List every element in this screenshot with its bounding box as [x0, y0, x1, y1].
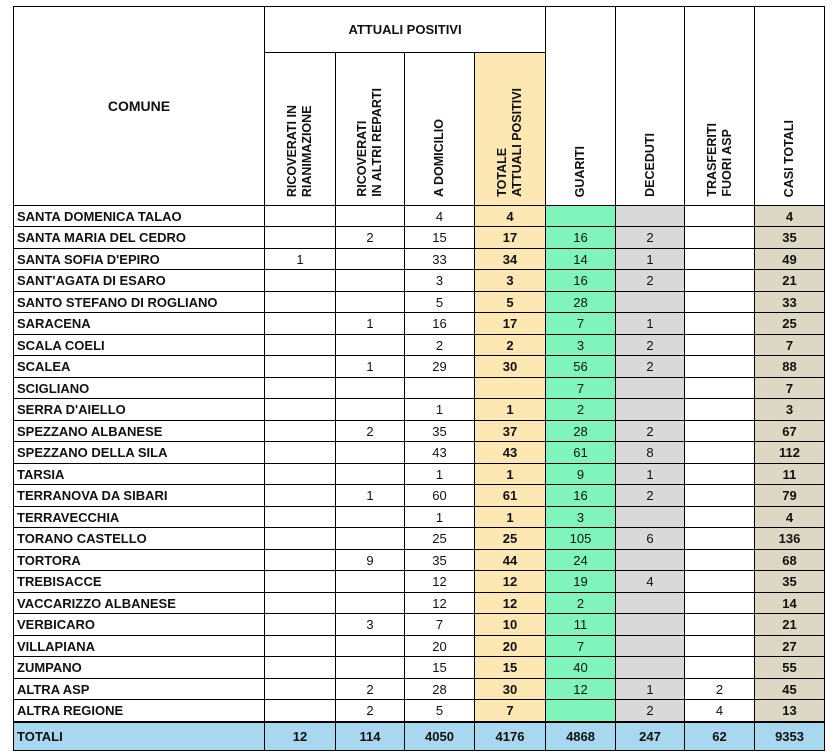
cell-dom: 5 — [405, 700, 475, 723]
cell-altri: 1 — [336, 356, 405, 378]
cell-casi: 7 — [755, 378, 825, 399]
cell-casi: 27 — [755, 636, 825, 657]
cell-tot: 7 — [475, 700, 546, 723]
cell-dom: 4 — [405, 206, 475, 227]
comune-cell: SPEZZANO ALBANESE — [14, 421, 265, 442]
cell-dom: 12 — [405, 593, 475, 614]
column-header-label: DECEDUTI — [642, 133, 657, 197]
totals-row — [14, 722, 825, 751]
cell-tot: 2 — [475, 335, 546, 356]
cell-casi: 79 — [755, 485, 825, 507]
cell-dec — [616, 593, 685, 614]
column-header-casi-totali — [755, 7, 825, 206]
cell-tot: 3 — [475, 270, 546, 292]
cell-tot: 1 — [475, 399, 546, 421]
cell-rian — [265, 464, 336, 485]
cell-tot: 34 — [475, 249, 546, 270]
cell-rian — [265, 614, 336, 636]
comune-cell: ZUMPANO — [14, 657, 265, 679]
cell-trasf — [685, 657, 755, 679]
cell-casi: 14 — [755, 593, 825, 614]
cell-casi: 21 — [755, 270, 825, 292]
cell-trasf — [685, 313, 755, 335]
cell-altri — [336, 464, 405, 485]
cell-tot: 37 — [475, 421, 546, 442]
table-row — [14, 700, 825, 723]
cell-dom: 1 — [405, 507, 475, 528]
cell-altri — [336, 249, 405, 270]
total-trasf: 62 — [685, 722, 755, 751]
cell-rian — [265, 485, 336, 507]
cell-dec — [616, 657, 685, 679]
table-row — [14, 571, 825, 593]
cell-guar: 56 — [546, 356, 616, 378]
column-header-label: CASI TOTALI — [782, 119, 797, 197]
comune-cell: VERBICARO — [14, 614, 265, 636]
cell-rian — [265, 442, 336, 464]
cell-guar: 3 — [546, 507, 616, 528]
table-row — [14, 528, 825, 550]
cell-casi: 11 — [755, 464, 825, 485]
cell-rian — [265, 550, 336, 571]
comune-cell: VILLAPIANA — [14, 636, 265, 657]
header-row-main — [14, 7, 825, 53]
cell-altri — [336, 270, 405, 292]
cell-guar: 14 — [546, 249, 616, 270]
cell-dom: 35 — [405, 550, 475, 571]
cell-rian — [265, 335, 336, 356]
cell-dom: 20 — [405, 636, 475, 657]
cell-rian — [265, 270, 336, 292]
cell-altri: 2 — [336, 679, 405, 700]
comune-cell: TREBISACCE — [14, 571, 265, 593]
table-row — [14, 292, 825, 313]
cell-altri: 9 — [336, 550, 405, 571]
cell-trasf — [685, 636, 755, 657]
cell-trasf — [685, 206, 755, 227]
comune-cell: SARACENA — [14, 313, 265, 335]
cell-trasf — [685, 442, 755, 464]
covid-cases-table — [13, 6, 825, 751]
cell-casi: 33 — [755, 292, 825, 313]
cell-rian — [265, 636, 336, 657]
cell-tot: 12 — [475, 571, 546, 593]
comune-cell: TERRAVECCHIA — [14, 507, 265, 528]
comune-header: COMUNE — [14, 7, 265, 206]
cell-guar: 12 — [546, 679, 616, 700]
cell-trasf — [685, 614, 755, 636]
table-row — [14, 421, 825, 442]
comune-cell: ALTRA ASP — [14, 679, 265, 700]
cell-dec: 2 — [616, 485, 685, 507]
cell-trasf — [685, 335, 755, 356]
cell-dom — [405, 378, 475, 399]
cell-dec — [616, 399, 685, 421]
cell-dec: 8 — [616, 442, 685, 464]
column-header-label: A DOMICILIO — [432, 118, 446, 197]
cell-casi: 136 — [755, 528, 825, 550]
cell-guar: 16 — [546, 270, 616, 292]
total-casi: 9353 — [755, 722, 825, 751]
column-header-altri-reparti — [336, 53, 405, 206]
cell-trasf — [685, 528, 755, 550]
cell-tot: 17 — [475, 313, 546, 335]
cell-dec: 1 — [616, 313, 685, 335]
cell-rian — [265, 421, 336, 442]
comune-cell: SANTA SOFIA D'EPIRO — [14, 249, 265, 270]
table-row — [14, 313, 825, 335]
cell-tot: 30 — [475, 679, 546, 700]
cell-altri — [336, 593, 405, 614]
comune-cell: SERRA D'AIELLO — [14, 399, 265, 421]
table-row — [14, 507, 825, 528]
cell-altri: 2 — [336, 700, 405, 723]
cell-trasf — [685, 507, 755, 528]
cell-dec — [616, 206, 685, 227]
cell-rian — [265, 356, 336, 378]
cell-guar: 11 — [546, 614, 616, 636]
cell-rian — [265, 378, 336, 399]
cell-trasf — [685, 249, 755, 270]
cell-trasf — [685, 270, 755, 292]
comune-cell: SANTA MARIA DEL CEDRO — [14, 227, 265, 249]
cell-dec: 2 — [616, 227, 685, 249]
cell-guar: 7 — [546, 378, 616, 399]
table-row — [14, 657, 825, 679]
table-row — [14, 442, 825, 464]
cell-dec: 2 — [616, 335, 685, 356]
column-header-label: GUARITI — [573, 145, 588, 197]
cell-altri: 2 — [336, 421, 405, 442]
table-row — [14, 614, 825, 636]
comune-cell: TORANO CASTELLO — [14, 528, 265, 550]
cell-guar: 19 — [546, 571, 616, 593]
comune-cell: TARSIA — [14, 464, 265, 485]
cell-dom: 1 — [405, 464, 475, 485]
cell-dom: 43 — [405, 442, 475, 464]
comune-cell: SANTA DOMENICA TALAO — [14, 206, 265, 227]
cell-dom: 35 — [405, 421, 475, 442]
cell-dec: 2 — [616, 356, 685, 378]
cell-tot: 1 — [475, 507, 546, 528]
cell-guar: 7 — [546, 313, 616, 335]
cell-dom: 28 — [405, 679, 475, 700]
table-row — [14, 550, 825, 571]
cell-tot — [475, 378, 546, 399]
cell-dom: 7 — [405, 614, 475, 636]
cell-altri — [336, 657, 405, 679]
cell-dec: 1 — [616, 464, 685, 485]
cell-trasf — [685, 550, 755, 571]
totals-label: TOTALI — [14, 722, 265, 751]
total-rian: 12 — [265, 722, 336, 751]
cell-dom: 15 — [405, 657, 475, 679]
cell-trasf — [685, 356, 755, 378]
cell-guar: 28 — [546, 421, 616, 442]
cell-trasf — [685, 227, 755, 249]
cell-dec: 1 — [616, 249, 685, 270]
cell-trasf — [685, 571, 755, 593]
cell-guar — [546, 700, 616, 723]
column-header-trasferiti — [685, 7, 755, 206]
cell-dom: 29 — [405, 356, 475, 378]
column-header-domicilio — [405, 53, 475, 206]
column-header-label: TRASFERITI FUORI ASP — [704, 123, 734, 197]
table-row — [14, 206, 825, 227]
total-altri: 114 — [336, 722, 405, 751]
column-header-deceduti — [616, 7, 685, 206]
cell-guar: 2 — [546, 399, 616, 421]
cell-casi: 35 — [755, 571, 825, 593]
table-row — [14, 270, 825, 292]
cell-guar: 7 — [546, 636, 616, 657]
cell-casi: 4 — [755, 206, 825, 227]
cell-altri — [336, 399, 405, 421]
cell-tot: 10 — [475, 614, 546, 636]
cell-altri — [336, 292, 405, 313]
column-header-label: RICOVERATI IN RIANIMAZIONE — [285, 104, 314, 197]
cell-dom: 3 — [405, 270, 475, 292]
cell-dom: 5 — [405, 292, 475, 313]
table-row — [14, 636, 825, 657]
document-page — [13, 6, 825, 751]
cell-tot: 25 — [475, 528, 546, 550]
cell-casi: 4 — [755, 507, 825, 528]
cell-casi: 45 — [755, 679, 825, 700]
cell-trasf: 2 — [685, 679, 755, 700]
cell-guar: 16 — [546, 485, 616, 507]
cell-tot: 5 — [475, 292, 546, 313]
cell-dom: 12 — [405, 571, 475, 593]
cell-altri: 3 — [336, 614, 405, 636]
cell-tot: 17 — [475, 227, 546, 249]
comune-cell: SANT'AGATA DI ESARO — [14, 270, 265, 292]
cell-guar: 61 — [546, 442, 616, 464]
cell-rian — [265, 227, 336, 249]
cell-tot: 15 — [475, 657, 546, 679]
cell-guar: 24 — [546, 550, 616, 571]
table-row — [14, 378, 825, 399]
cell-tot: 30 — [475, 356, 546, 378]
cell-dec: 1 — [616, 679, 685, 700]
cell-tot: 20 — [475, 636, 546, 657]
cell-casi: 7 — [755, 335, 825, 356]
cell-dom: 25 — [405, 528, 475, 550]
cell-casi: 88 — [755, 356, 825, 378]
table-row — [14, 485, 825, 507]
cell-dec — [616, 292, 685, 313]
cell-dec — [616, 614, 685, 636]
cell-trasf: 4 — [685, 700, 755, 723]
cell-tot: 43 — [475, 442, 546, 464]
column-header-totale-attuali — [475, 53, 546, 206]
cell-dom: 16 — [405, 313, 475, 335]
cell-casi: 35 — [755, 227, 825, 249]
comune-cell: SANTO STEFANO DI ROGLIANO — [14, 292, 265, 313]
table-row — [14, 227, 825, 249]
attuali-positivi-header: ATTUALI POSITIVI — [265, 7, 546, 53]
total-dom: 4050 — [405, 722, 475, 751]
cell-altri — [336, 378, 405, 399]
cell-rian — [265, 679, 336, 700]
cell-dec: 2 — [616, 700, 685, 723]
cell-dec — [616, 507, 685, 528]
column-header-label: RICOVERATI IN ALTRI REPARTI — [355, 88, 384, 197]
table-row — [14, 249, 825, 270]
cell-casi: 67 — [755, 421, 825, 442]
cell-tot: 12 — [475, 593, 546, 614]
comune-cell: TORTORA — [14, 550, 265, 571]
cell-casi: 25 — [755, 313, 825, 335]
comune-cell: TERRANOVA DA SIBARI — [14, 485, 265, 507]
cell-casi: 49 — [755, 249, 825, 270]
cell-guar: 40 — [546, 657, 616, 679]
cell-rian — [265, 399, 336, 421]
comune-cell: SPEZZANO DELLA SILA — [14, 442, 265, 464]
cell-altri — [336, 442, 405, 464]
cell-dom: 33 — [405, 249, 475, 270]
total-guar: 4868 — [546, 722, 616, 751]
table-row — [14, 335, 825, 356]
cell-rian — [265, 507, 336, 528]
cell-guar — [546, 206, 616, 227]
cell-trasf — [685, 485, 755, 507]
cell-dec — [616, 550, 685, 571]
cell-tot: 44 — [475, 550, 546, 571]
cell-altri — [336, 335, 405, 356]
cell-altri: 2 — [336, 227, 405, 249]
table-row — [14, 593, 825, 614]
comune-cell: SCALA COELI — [14, 335, 265, 356]
comune-cell: VACCARIZZO ALBANESE — [14, 593, 265, 614]
cell-casi: 21 — [755, 614, 825, 636]
cell-casi: 3 — [755, 399, 825, 421]
cell-casi: 13 — [755, 700, 825, 723]
cell-tot: 61 — [475, 485, 546, 507]
cell-rian — [265, 292, 336, 313]
cell-altri — [336, 571, 405, 593]
cell-rian — [265, 571, 336, 593]
cell-rian — [265, 313, 336, 335]
cell-trasf — [685, 593, 755, 614]
cell-altri — [336, 206, 405, 227]
cell-dec: 2 — [616, 270, 685, 292]
cell-guar: 3 — [546, 335, 616, 356]
cell-guar: 28 — [546, 292, 616, 313]
comune-cell: SCALEA — [14, 356, 265, 378]
cell-altri: 1 — [336, 313, 405, 335]
total-dec: 247 — [616, 722, 685, 751]
cell-trasf — [685, 399, 755, 421]
comune-cell: SCIGLIANO — [14, 378, 265, 399]
cell-rian — [265, 657, 336, 679]
column-header-label: TOTALE ATTUALI POSITIVI — [495, 88, 525, 197]
cell-casi: 112 — [755, 442, 825, 464]
column-header-rianimazione — [265, 53, 336, 206]
column-header-guariti — [546, 7, 616, 206]
cell-trasf — [685, 421, 755, 442]
cell-guar: 9 — [546, 464, 616, 485]
cell-trasf — [685, 464, 755, 485]
total-tot: 4176 — [475, 722, 546, 751]
cell-rian — [265, 593, 336, 614]
cell-rian: 1 — [265, 249, 336, 270]
cell-dec: 2 — [616, 421, 685, 442]
cell-guar: 16 — [546, 227, 616, 249]
cell-dec — [616, 636, 685, 657]
table-row — [14, 464, 825, 485]
cell-dom: 15 — [405, 227, 475, 249]
cell-trasf — [685, 378, 755, 399]
cell-altri — [336, 507, 405, 528]
cell-casi: 55 — [755, 657, 825, 679]
table-body — [14, 206, 825, 751]
comune-cell: ALTRA REGIONE — [14, 700, 265, 723]
cell-guar: 2 — [546, 593, 616, 614]
cell-rian — [265, 206, 336, 227]
cell-altri — [336, 528, 405, 550]
cell-tot: 1 — [475, 464, 546, 485]
cell-tot: 4 — [475, 206, 546, 227]
cell-altri — [336, 636, 405, 657]
cell-dec: 4 — [616, 571, 685, 593]
table-row — [14, 356, 825, 378]
cell-casi: 68 — [755, 550, 825, 571]
cell-dom: 60 — [405, 485, 475, 507]
cell-dom: 2 — [405, 335, 475, 356]
table-row — [14, 679, 825, 700]
cell-altri: 1 — [336, 485, 405, 507]
cell-dom: 1 — [405, 399, 475, 421]
cell-dec — [616, 378, 685, 399]
cell-dec: 6 — [616, 528, 685, 550]
cell-rian — [265, 528, 336, 550]
table-row — [14, 399, 825, 421]
cell-rian — [265, 700, 336, 723]
cell-trasf — [685, 292, 755, 313]
cell-guar: 105 — [546, 528, 616, 550]
